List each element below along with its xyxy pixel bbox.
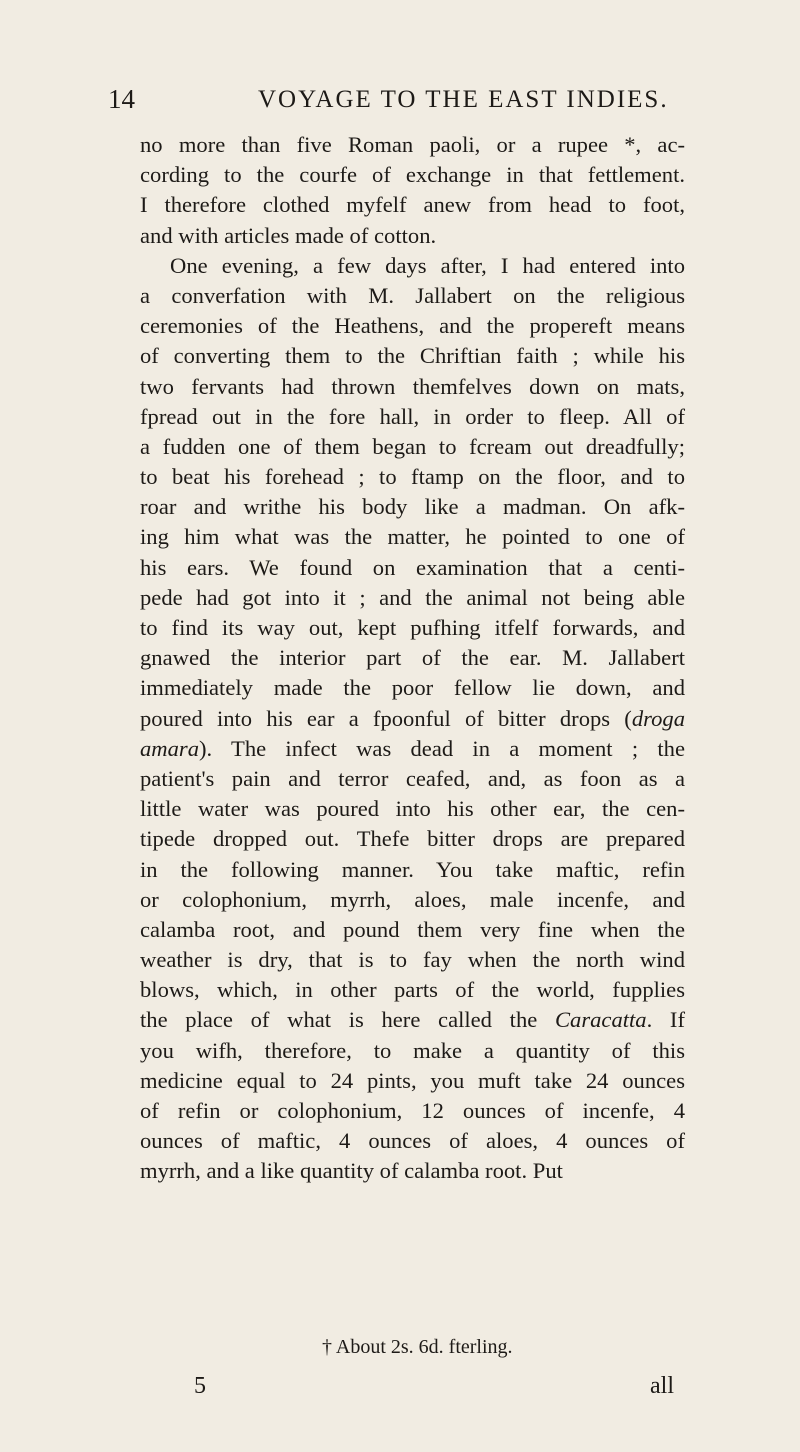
text-line: medicine equal to 24 pints, you muft take 24 ounces: [140, 1067, 685, 1093]
page-number: 14: [108, 84, 135, 114]
running-head: VOYAGE TO THE EAST INDIES.: [258, 86, 669, 113]
text-line: immediately made the poor fellow lie down, and: [140, 675, 685, 701]
text-line: tipede dropped out. Thefe bitter drops are prepared: [140, 826, 685, 852]
text-line: pede had got into it ; and the animal not being able: [140, 584, 685, 610]
text-line: the place of what is here called the Caracatta. If: [140, 1007, 685, 1033]
text-line: myrrh, and a like quantity of calamba root. Put: [140, 1158, 563, 1184]
text-line: and with articles made of cotton.: [140, 222, 437, 248]
text-line: ing him what was the matter, he pointed to one of: [140, 524, 685, 550]
body-text: [140, 130, 685, 1187]
text-line: ceremonies of the Heathens, and the propereft means: [140, 313, 685, 339]
text-line: roar and writhe his body like a madman. On afk-: [140, 494, 685, 520]
text-line: I therefore clothed myfelf anew from head to foot,: [140, 192, 685, 218]
text-line: a converfation with M. Jallabert on the religious: [140, 282, 685, 308]
text-line: no more than five Roman paoli, or a rupee *, ac-: [140, 132, 685, 157]
text-line: little water was poured into his other ear, the cen-: [140, 796, 685, 822]
text-line: ounces of maftic, 4 ounces of aloes, 4 ounces of: [140, 1128, 685, 1154]
text-line: calamba root, and pound them very fine when the: [140, 916, 685, 942]
text-line: fpread out in the fore hall, in order to fleep. All of: [140, 403, 685, 429]
text-line: patient's pain and terror ceafed, and, as foon as a: [140, 765, 685, 791]
page-header: [108, 84, 708, 118]
text-line: poured into his ear a fpoonful of bitter drops (droga: [140, 705, 685, 731]
text-line: his ears. We found on examination that a centi-: [140, 554, 685, 580]
text-line: in the following manner. You take maftic, refin: [140, 856, 685, 882]
text-line: to find its way out, kept pufhing itfelf forwards, and: [140, 615, 685, 640]
catchword: all: [650, 1373, 674, 1399]
text-line: of refin or colophonium, 12 ounces of incenfe, 4: [140, 1098, 685, 1123]
text-line: gnawed the interior part of the ear. M. Jallabert: [140, 645, 685, 671]
text-line: amara). The infect was dead in a moment ; the: [140, 735, 685, 761]
text-line: cording to the courfe of exchange in that fettlement.: [140, 162, 685, 188]
signature-mark: 5: [194, 1373, 206, 1399]
footnote: † About 2s. 6d. fterling.: [322, 1336, 513, 1358]
text-line: or colophonium, myrrh, aloes, male incenfe, and: [140, 886, 685, 912]
text-line: One evening, a few days after, I had entered into: [170, 252, 685, 278]
text-line: a fudden one of them began to fcream out dreadfully;: [140, 433, 685, 459]
text-line: weather is dry, that is to fay when the north wind: [140, 947, 685, 973]
text-line: blows, which, in other parts of the world, fupplies: [140, 977, 685, 1003]
text-line: you wifh, therefore, to make a quantity of this: [140, 1037, 685, 1063]
text-line: to beat his forehead ; to ftamp on the floor, and to: [140, 464, 685, 490]
text-line: of converting them to the Chriftian faith ; while his: [140, 343, 685, 369]
text-line: two fervants had thrown themfelves down on mats,: [140, 373, 685, 399]
